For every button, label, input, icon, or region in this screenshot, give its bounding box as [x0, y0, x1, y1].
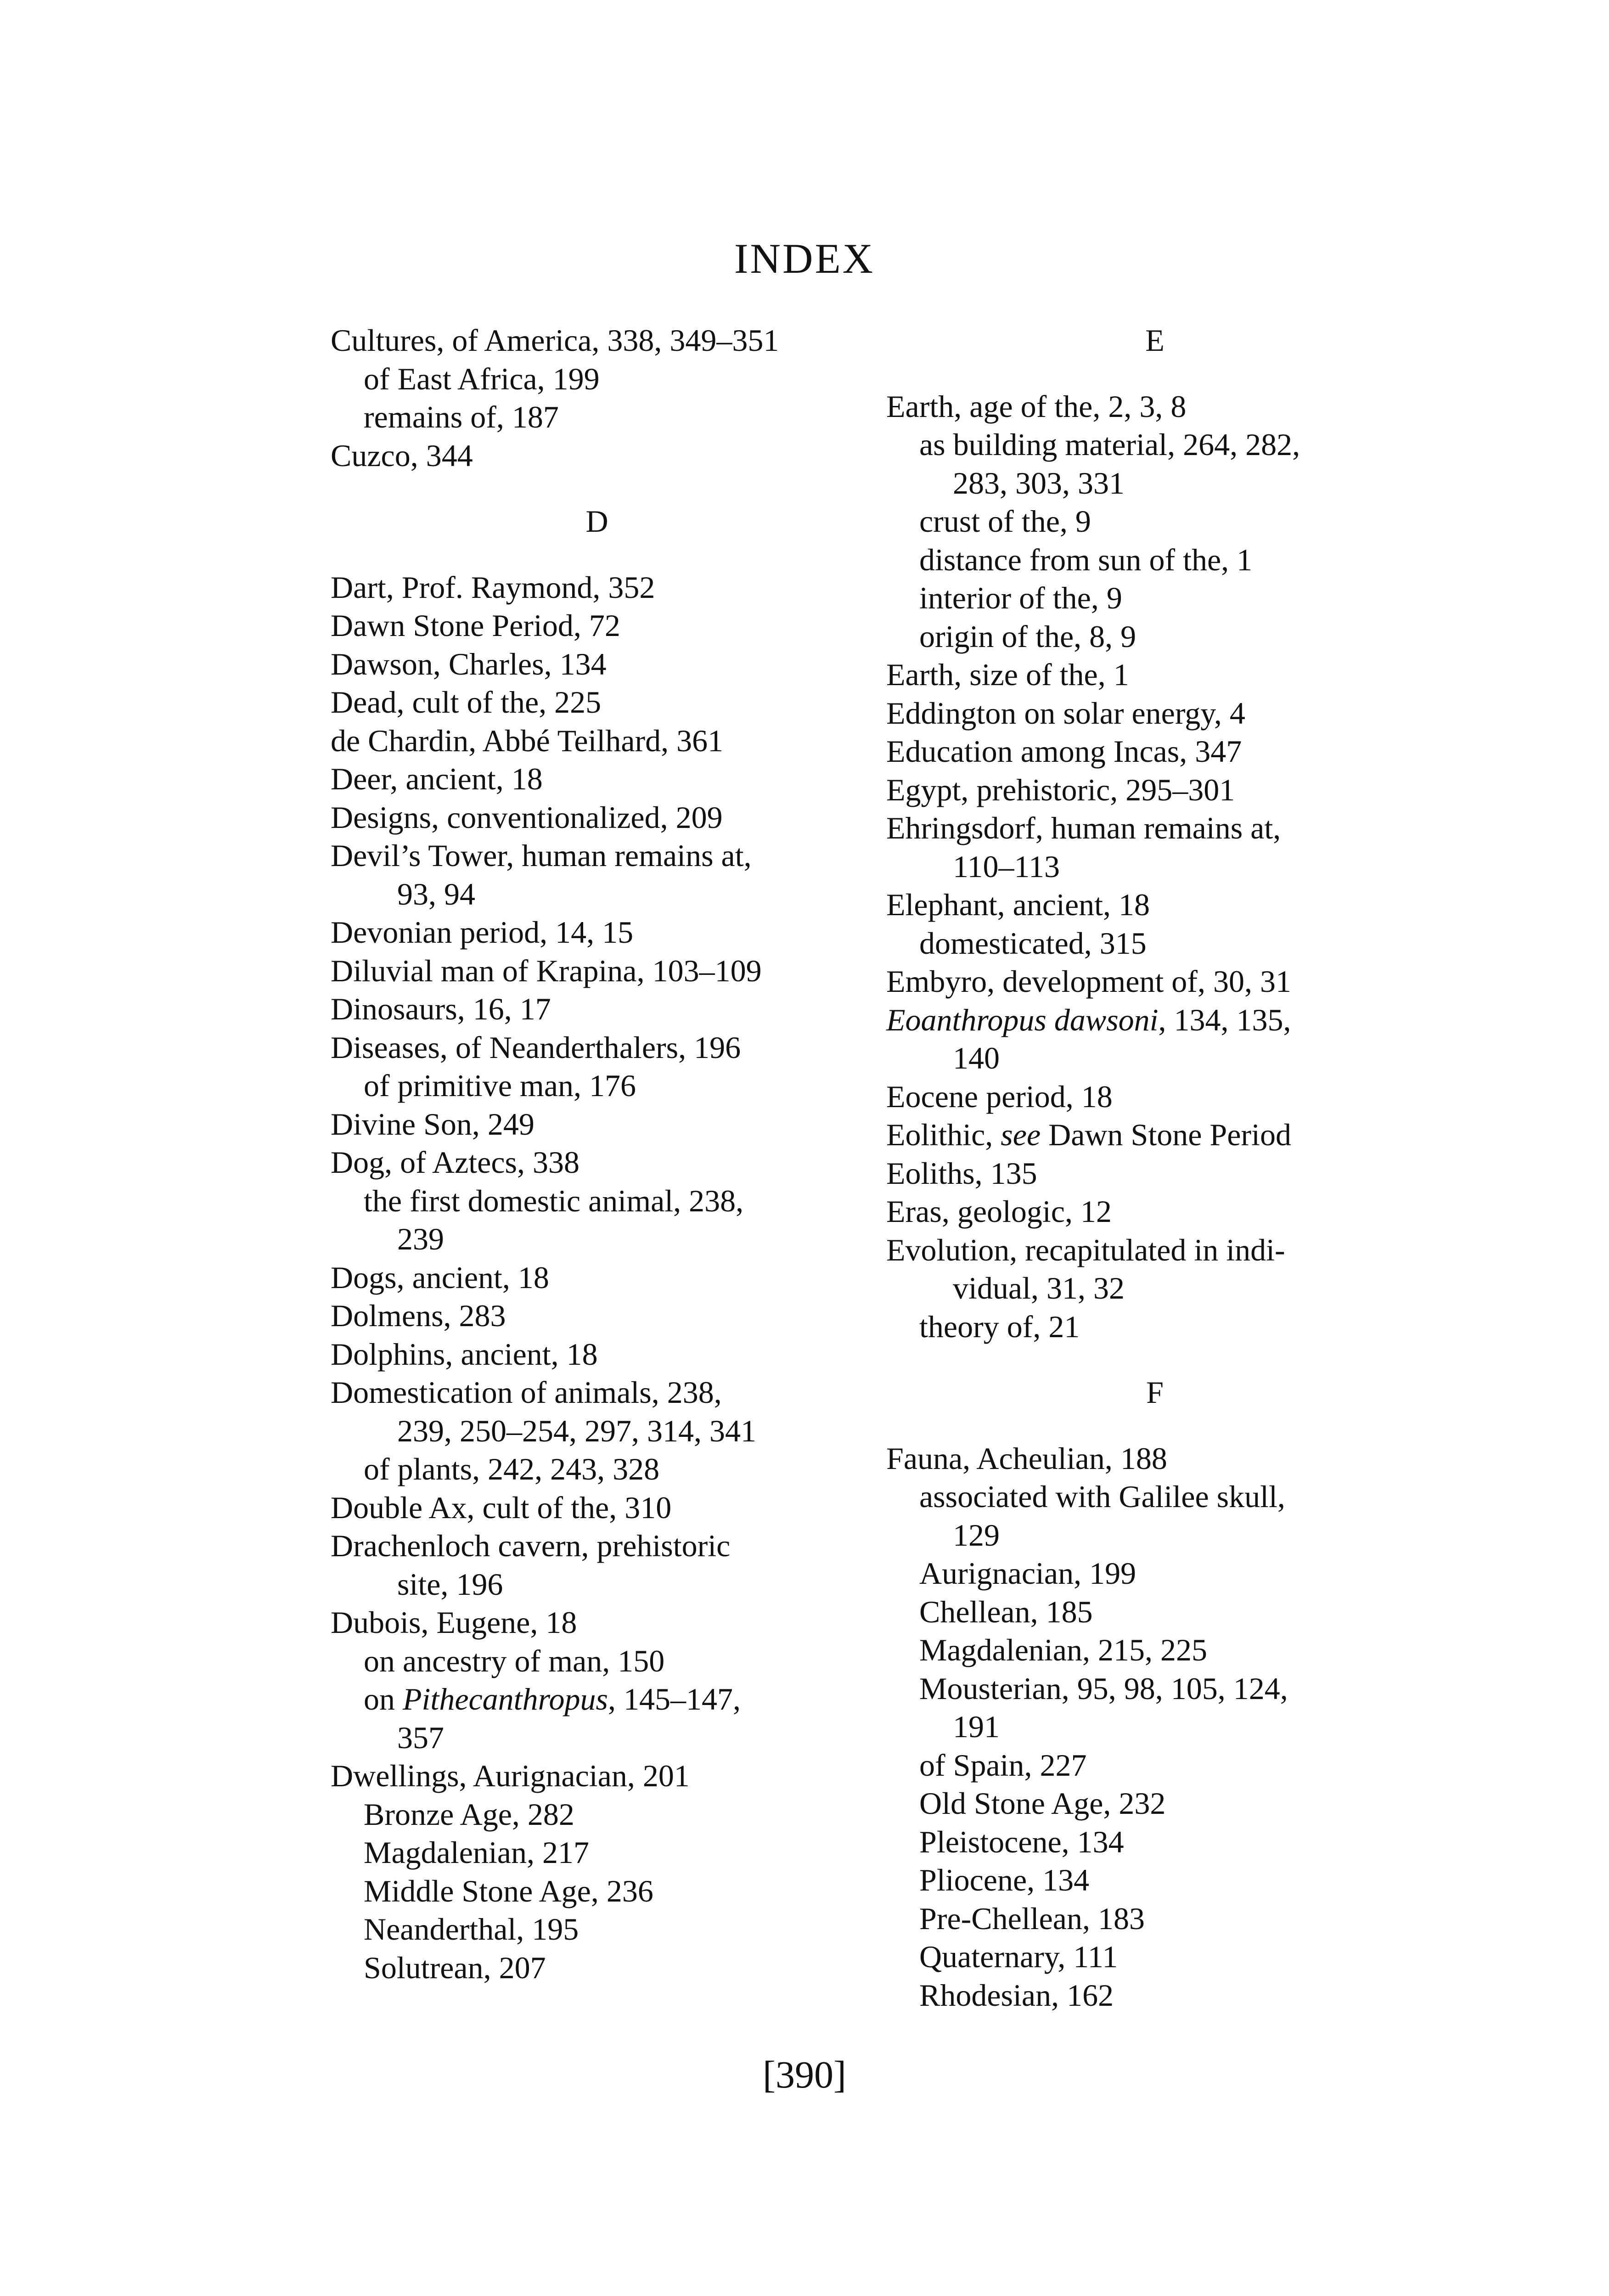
- entry-rest-text: , 134, 135,: [1158, 1002, 1291, 1037]
- index-entry: Eddington on solar energy, 4: [886, 695, 1245, 731]
- index-subentry: Neanderthal, 195: [364, 1912, 579, 1947]
- index-subentry: vidual, 31, 32: [953, 1271, 1125, 1306]
- entry-text: Eolithic,: [886, 1117, 1001, 1152]
- entry-text: on: [364, 1682, 403, 1716]
- index-column-right: [886, 321, 1423, 2015]
- index-entry: Diluvial man of Krapina, 103–109: [331, 953, 762, 988]
- index-entry: Embyro, development of, 30, 31: [886, 964, 1291, 999]
- index-entry: Fauna, Acheulian, 188: [886, 1441, 1167, 1476]
- entry-italic-text: see: [1001, 1117, 1041, 1152]
- index-subentry: 110–113: [953, 849, 1060, 884]
- entry-rest-text: Dawn Stone Period: [1041, 1117, 1291, 1152]
- index-subentry: Solutrean, 207: [364, 1950, 546, 1985]
- index-subentry: 283, 303, 331: [953, 465, 1125, 501]
- section-letter-e: E: [1145, 323, 1165, 358]
- index-entry: Dawson, Charles, 134: [331, 646, 607, 681]
- index-entry: Double Ax, cult of the, 310: [331, 1490, 672, 1525]
- index-entry: Earth, size of the, 1: [886, 657, 1129, 692]
- index-entry: Dogs, ancient, 18: [331, 1260, 549, 1295]
- entry-rest-text: , 145–147,: [608, 1682, 741, 1716]
- index-entry: Dawn Stone Period, 72: [331, 608, 620, 643]
- entry-italic-text: Pithecanthropus: [403, 1682, 608, 1716]
- index-entry: Dart, Prof. Raymond, 352: [331, 569, 655, 605]
- index-entry: Dubois, Eugene, 18: [331, 1605, 577, 1640]
- page-number: [390]: [763, 2054, 846, 2096]
- index-subentry: Pleistocene, 134: [919, 1824, 1124, 1859]
- index-subentry: as building material, 264, 282,: [919, 427, 1300, 462]
- index-entry: Devonian period, 14, 15: [331, 915, 634, 950]
- index-entry: Education among Incas, 347: [886, 734, 1242, 769]
- index-subentry: Middle Stone Age, 236: [364, 1873, 653, 1908]
- index-subentry: Pliocene, 134: [919, 1863, 1090, 1897]
- index-entry: Cuzco, 344: [331, 438, 473, 473]
- index-entry: Elephant, ancient, 18: [886, 887, 1150, 922]
- index-entry: Dolmens, 283: [331, 1298, 506, 1333]
- index-subentry: Chellean, 185: [919, 1594, 1093, 1629]
- index-entry: Earth, age of the, 2, 3, 8: [886, 388, 1187, 424]
- index-entry: Eras, geologic, 12: [886, 1194, 1112, 1229]
- index-subentry: interior of the, 9: [919, 580, 1122, 615]
- index-entry: Dolphins, ancient, 18: [331, 1336, 598, 1372]
- index-subentry: 239, 250–254, 297, 314, 341: [397, 1413, 756, 1448]
- index-subentry: 93, 94: [397, 876, 475, 912]
- index-subentry: Quaternary, 111: [919, 1939, 1118, 1974]
- index-subentry: of plants, 242, 243, 328: [364, 1452, 660, 1486]
- index-entry: Designs, conventionalized, 209: [331, 799, 723, 835]
- index-subentry: distance from sun of the, 1: [919, 542, 1253, 577]
- index-entry: Evolution, recapitulated in indi-: [886, 1232, 1285, 1267]
- index-subentry: [331, 1680, 863, 1719]
- index-subentry: associated with Galilee skull,: [919, 1479, 1285, 1514]
- index-entry: Domestication of animals, 238,: [331, 1375, 722, 1410]
- index-subentry: 129: [953, 1517, 1000, 1553]
- entry-italic-text: Eoanthropus dawsoni: [886, 1002, 1159, 1037]
- index-subentry: Aurignacian, 199: [919, 1556, 1136, 1591]
- index-subentry: domesticated, 315: [919, 925, 1147, 961]
- page-title: INDEX: [734, 235, 875, 282]
- index-subentry: 239: [397, 1221, 444, 1256]
- index-subentry: Mousterian, 95, 98, 105, 124,: [919, 1671, 1288, 1706]
- index-entry: Dinosaurs, 16, 17: [331, 991, 551, 1026]
- index-subentry: Bronze Age, 282: [364, 1796, 574, 1832]
- index-entry: Dwellings, Aurignacian, 201: [331, 1758, 690, 1793]
- index-subentry: on ancestry of man, 150: [364, 1643, 665, 1678]
- index-entry: Diseases, of Neanderthalers, 196: [331, 1030, 741, 1065]
- index-subentry: remains of, 187: [364, 400, 559, 434]
- index-subentry: 140: [953, 1041, 1000, 1075]
- index-entry: Eoliths, 135: [886, 1155, 1037, 1191]
- section-letter-d: D: [585, 504, 608, 539]
- index-subentry: site, 196: [397, 1566, 503, 1602]
- index-entry: Cultures, of America, 338, 349–351: [331, 323, 779, 358]
- index-entry: Dog, of Aztecs, 338: [331, 1145, 580, 1180]
- index-entry: Deer, ancient, 18: [331, 761, 543, 796]
- index-subentry: of primitive man, 176: [364, 1068, 636, 1103]
- index-subentry: Rhodesian, 162: [919, 1977, 1114, 2013]
- index-subentry: Old Stone Age, 232: [919, 1786, 1166, 1821]
- index-subentry: 191: [953, 1709, 1000, 1744]
- index-subentry: 357: [397, 1720, 444, 1755]
- section-letter-f: F: [1146, 1375, 1164, 1410]
- index-entry: Divine Son, 249: [331, 1106, 534, 1142]
- index-entry: [886, 1001, 1423, 1040]
- index-subentry: the first domestic animal, 238,: [364, 1183, 744, 1218]
- index-subentry: Magdalenian, 217: [364, 1835, 589, 1870]
- index-entry: Eocene period, 18: [886, 1079, 1113, 1114]
- index-subentry: Pre-Chellean, 183: [919, 1901, 1145, 1936]
- index-subentry: of Spain, 227: [919, 1747, 1087, 1783]
- index-entry: Egypt, prehistoric, 295–301: [886, 772, 1235, 807]
- index-entry: de Chardin, Abbé Teilhard, 361: [331, 723, 724, 758]
- index-column-left: [331, 321, 863, 1987]
- index-entry: Devil’s Tower, human remains at,: [331, 838, 752, 873]
- index-subentry: crust of the, 9: [919, 504, 1091, 539]
- index-subentry: theory of, 21: [919, 1309, 1080, 1344]
- index-entry: Ehringsdorf, human remains at,: [886, 810, 1281, 845]
- index-entry: Drachenloch cavern, prehistoric: [331, 1528, 731, 1563]
- index-subentry: origin of the, 8, 9: [919, 619, 1136, 654]
- index-subentry: of East Africa, 199: [364, 361, 600, 396]
- index-subentry: Magdalenian, 215, 225: [919, 1632, 1207, 1667]
- index-entry: Dead, cult of the, 225: [331, 685, 602, 720]
- index-entry: [886, 1116, 1423, 1154]
